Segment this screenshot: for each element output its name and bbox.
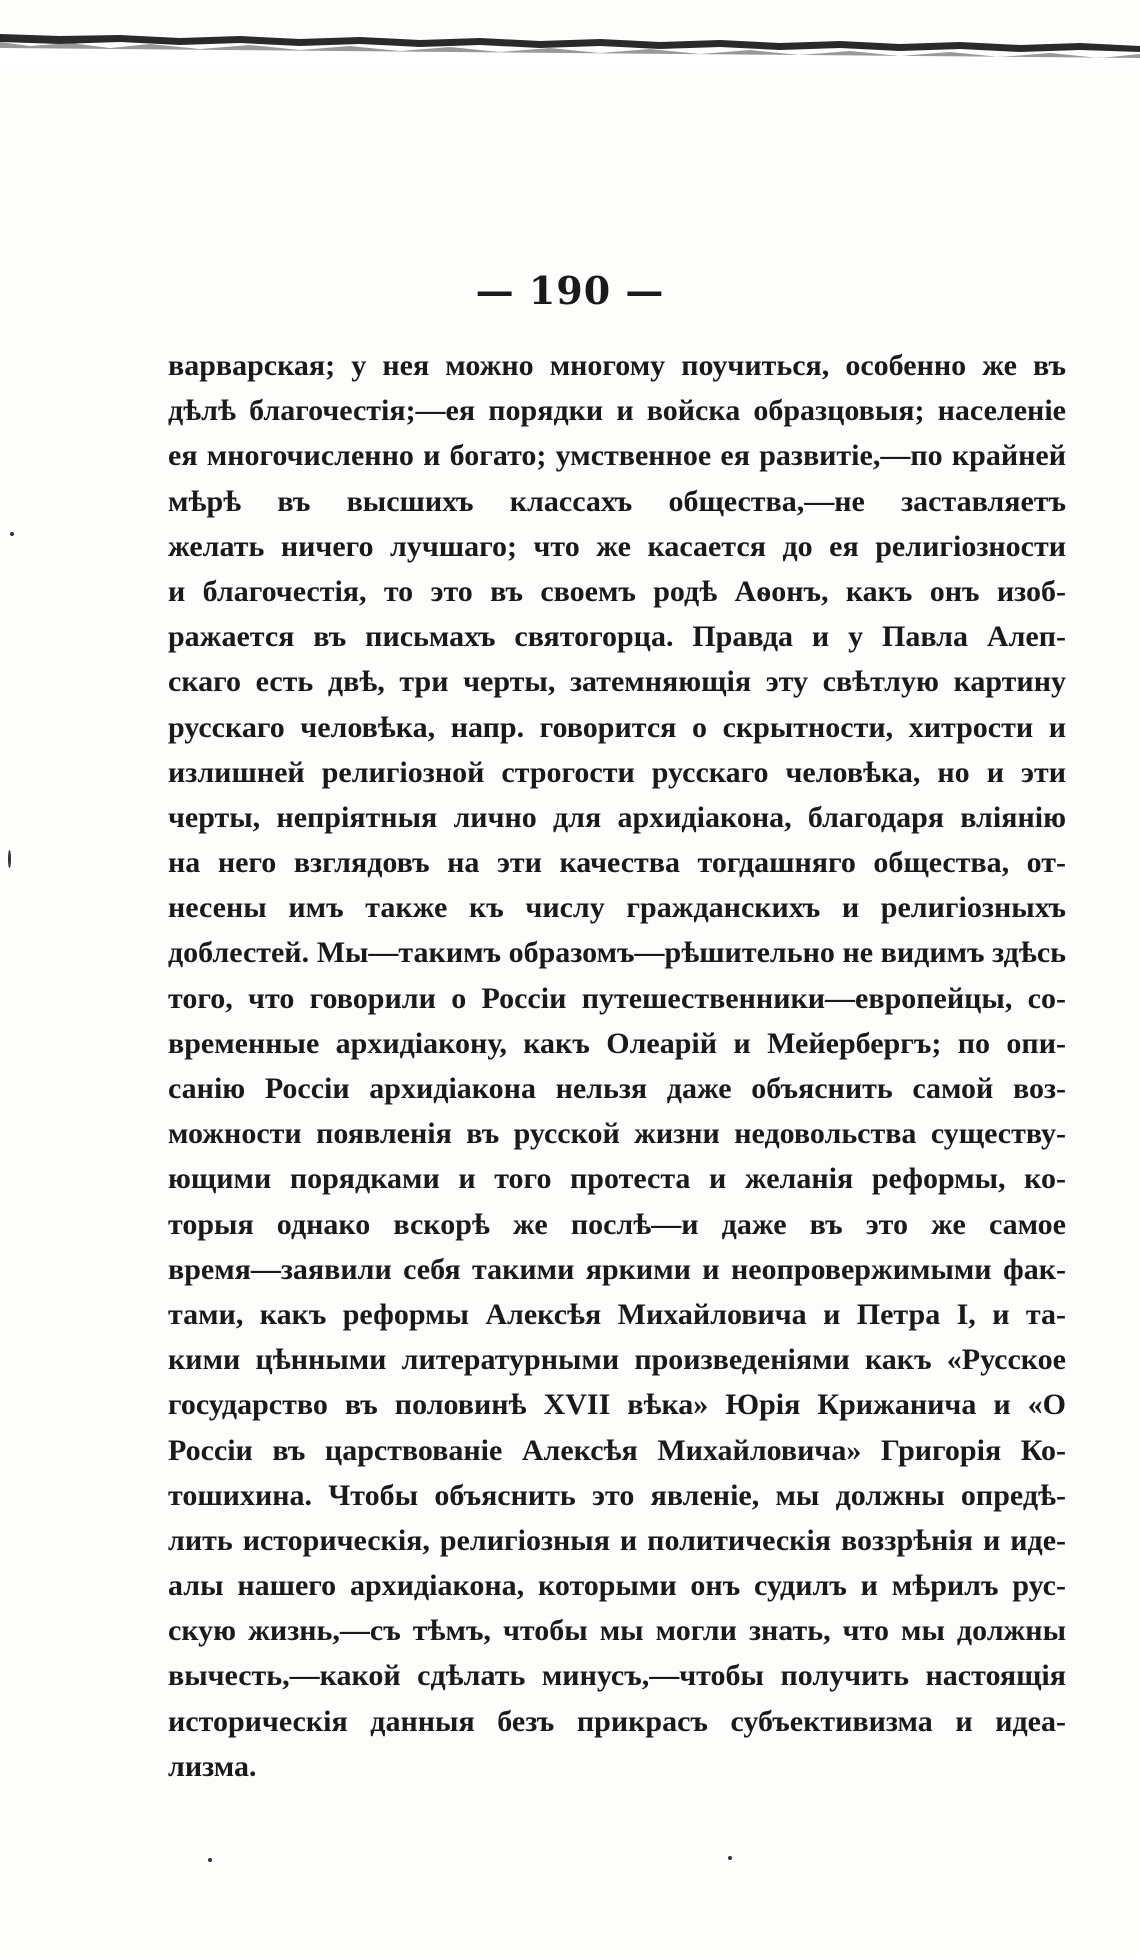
scan-speck: [10, 532, 14, 536]
text-line: несены имъ также къ числу гражданскихъ и религіозныхъ: [168, 891, 1066, 925]
text-line: временные архидіакону, какъ Олеарій и Мейербергъ; по опи-: [168, 1026, 1066, 1060]
scan-speck: [208, 1858, 212, 1862]
text-line: и благочестія, то это въ своемъ родѣ Аѳонъ, какъ онъ изоб-: [168, 574, 1066, 608]
text-line: лить историческія, религіозныя и политическія воззрѣнія и иде-: [168, 1523, 1066, 1557]
text-line: излишней религіозной строгости русскаго человѣка, но и эти: [168, 755, 1066, 789]
text-line: скаго есть двѣ, три черты, затемняющія эту свѣтлую картину: [168, 665, 1066, 699]
text-line: на него взглядовъ на эти качества тогдашняго общества, от-: [168, 846, 1066, 880]
text-line: санію Россіи архидіакона нельзя даже объяснить самой воз-: [168, 1072, 1066, 1105]
text-line: ющими порядками и того протеста и желанія реформы, ко-: [168, 1162, 1066, 1196]
body-text: [168, 343, 1066, 1789]
text-line: тами, какъ реформы Алексѣя Михайловича и Петра I, и та-: [168, 1297, 1066, 1331]
text-line: черты, непріятныя лично для архидіакона, благодаря вліянію: [168, 800, 1066, 834]
scan-edge-decoration: [0, 30, 1140, 66]
text-line: торыя однако вскорѣ же послѣ—и даже въ это же самое: [168, 1207, 1066, 1241]
text-line: кими цѣнными литературными произведеніями какъ «Русское: [168, 1343, 1066, 1377]
text-line: дѣлѣ благочестія;—ея порядки и войска образцовыя; населеніе: [168, 394, 1066, 428]
text-line: желать ничего лучшаго; что же касается до ея религіозности: [168, 529, 1066, 563]
text-line: Россіи въ царствованіе Алексѣя Михайловича» Григорія Ко-: [168, 1433, 1066, 1467]
text-line: алы нашего архидіакона, которыми онъ судилъ и мѣрилъ рус-: [168, 1569, 1066, 1603]
page-number: — 190 —: [475, 268, 665, 313]
text-line: скую жизнь,—съ тѣмъ, чтобы мы могли знать, что мы должны: [168, 1614, 1066, 1648]
text-line: ражается въ письмахъ святогорца. Правда и у Павла Алеп-: [168, 620, 1066, 654]
text-line: государство въ половинѣ XVII вѣка» Юрія Крижанича и «О: [168, 1388, 1066, 1422]
text-line: мѣрѣ въ высшихъ классахъ общества,—не заставляетъ: [168, 484, 1066, 518]
text-line: тошихина. Чтобы объяснить это явленіе, мы должны опредѣ-: [168, 1478, 1066, 1512]
text-line: время—заявили себя такими яркими и неопровержимыми фак-: [168, 1252, 1066, 1286]
text-line: ея многочисленно и богато; умственное ея развитіе,—по крайней: [168, 439, 1066, 473]
scan-speck: [728, 1856, 732, 1860]
text-line: варварская; у нея можно многому поучиться, особенно же въ: [168, 349, 1066, 382]
text-line: русскаго человѣка, напр. говорится о скрытности, хитрости и: [168, 710, 1066, 744]
text-line: лизма.: [168, 1749, 257, 1783]
text-line: того, что говорили о Россіи путешественники—европейцы, со-: [168, 981, 1066, 1015]
text-line: историческія данныя безъ прикрасъ субъективизма и идеа-: [168, 1704, 1066, 1738]
text-line: доблестей. Мы—такимъ образомъ—рѣшительно не видимъ здѣсь: [168, 936, 1066, 970]
text-line: вычесть,—какой сдѣлать минусъ,—чтобы получить настоящія: [168, 1659, 1066, 1693]
text-line: можности появленія въ русской жизни недовольства существу-: [168, 1117, 1066, 1151]
scan-speck: [8, 850, 11, 868]
